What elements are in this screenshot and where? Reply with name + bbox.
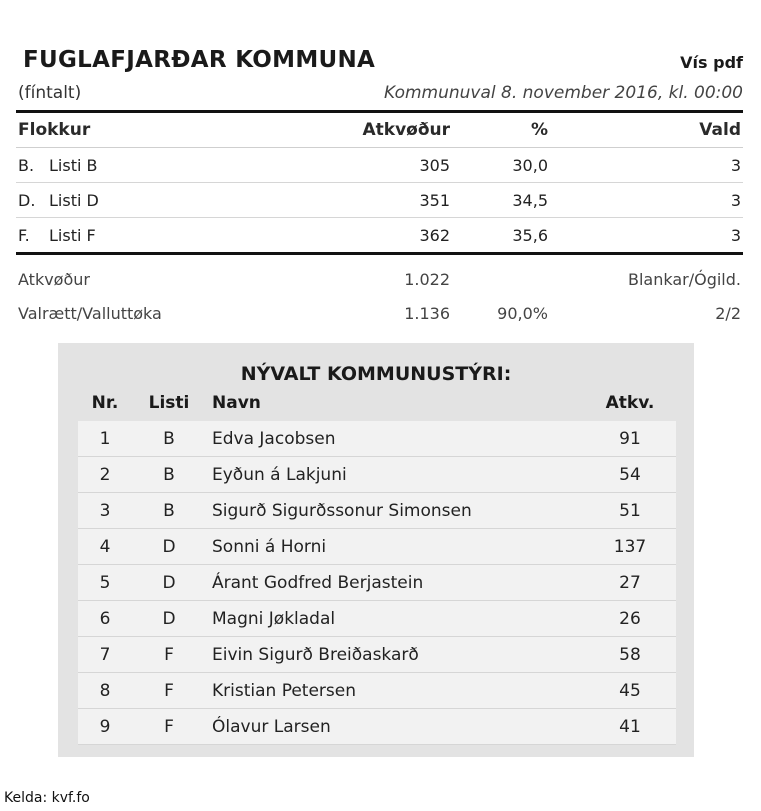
eligible-label: Valrætt/Valluttøka: [18, 303, 162, 323]
party-seats: 3: [550, 183, 743, 218]
col-votes: Atkvøður: [320, 112, 452, 148]
member-votes: 54: [584, 457, 676, 493]
member-list: F: [132, 709, 206, 745]
member-nr: 7: [78, 637, 132, 673]
member-nr: 8: [78, 673, 132, 709]
council-table: [78, 385, 676, 745]
party-letter: B.: [18, 155, 35, 175]
totals-table: [16, 262, 743, 330]
table-row: [78, 565, 676, 601]
member-nr: 9: [78, 709, 132, 745]
member-name: Sonni á Horni: [206, 529, 584, 565]
col-name: Navn: [206, 385, 584, 421]
member-nr: 5: [78, 565, 132, 601]
party-percent: 30,0: [452, 148, 550, 183]
member-name: Magni Jøkladal: [206, 601, 584, 637]
party-cell: [16, 218, 320, 254]
member-name: Sigurð Sigurðssonur Simonsen: [206, 493, 584, 529]
member-votes: 26: [584, 601, 676, 637]
table-row: [78, 709, 676, 745]
col-percent: %: [452, 112, 550, 148]
results-table: [16, 110, 743, 255]
pdf-link[interactable]: Vís pdf: [680, 53, 743, 72]
member-nr: 1: [78, 421, 132, 457]
page-title: FUGLAFJARÐAR KOMMUNA: [23, 47, 376, 73]
member-name: Edva Jacobsen: [206, 421, 584, 457]
council-header-row: [78, 385, 676, 421]
table-row: [78, 457, 676, 493]
table-row: [16, 183, 743, 218]
party-cell: [16, 148, 320, 183]
member-list: D: [132, 565, 206, 601]
party-cell: [16, 183, 320, 218]
member-votes: 91: [584, 421, 676, 457]
col-seats: Vald: [550, 112, 743, 148]
member-votes: 27: [584, 565, 676, 601]
table-row: [78, 421, 676, 457]
member-votes: 41: [584, 709, 676, 745]
council-title: NÝVALT KOMMUNUSTÝRI:: [240, 363, 512, 385]
member-nr: 4: [78, 529, 132, 565]
count-type: (fíntalt): [18, 83, 82, 103]
source-credit: Kelda: kvf.fo: [4, 790, 90, 806]
party-seats: 3: [550, 218, 743, 254]
party-votes: 305: [320, 148, 452, 183]
member-name: Kristian Petersen: [206, 673, 584, 709]
party-percent: 35,6: [452, 218, 550, 254]
total-votes-label: Atkvøður: [18, 269, 90, 289]
election-date: Kommunuval 8. november 2016, kl. 00:00: [384, 83, 743, 103]
council-panel: [58, 343, 694, 757]
member-list: D: [132, 601, 206, 637]
party-name: Listi B: [49, 155, 98, 175]
table-row: [78, 493, 676, 529]
blank-value: 2/2: [715, 303, 741, 323]
table-row: [16, 218, 743, 254]
party-votes: 351: [320, 183, 452, 218]
member-name: Ólavur Larsen: [206, 709, 584, 745]
eligible-value: 1.136: [404, 303, 450, 323]
member-name: Eivin Sigurð Breiðaskarð: [206, 637, 584, 673]
party-name: Listi F: [49, 225, 96, 245]
col-member-votes: Atkv.: [584, 385, 676, 421]
totals-row-eligible: [16, 296, 743, 330]
table-row: [78, 529, 676, 565]
empty-cell: [452, 262, 550, 296]
member-nr: 2: [78, 457, 132, 493]
party-letter: F.: [18, 225, 30, 245]
table-row: [78, 673, 676, 709]
member-list: F: [132, 673, 206, 709]
member-list: B: [132, 421, 206, 457]
total-votes-value: 1.022: [404, 269, 450, 289]
member-name: Eyðun á Lakjuni: [206, 457, 584, 493]
col-nr: Nr.: [78, 385, 132, 421]
party-seats: 3: [550, 148, 743, 183]
party-letter: D.: [18, 190, 36, 210]
party-name: Listi D: [49, 190, 99, 210]
member-nr: 3: [78, 493, 132, 529]
totals-row-votes: [16, 262, 743, 296]
member-name: Árant Godfred Berjastein: [206, 565, 584, 601]
turnout-value: 90,0%: [497, 303, 548, 323]
blank-label: Blankar/Ógild.: [627, 269, 741, 289]
party-percent: 34,5: [452, 183, 550, 218]
member-list: B: [132, 457, 206, 493]
member-votes: 45: [584, 673, 676, 709]
member-list: D: [132, 529, 206, 565]
member-nr: 6: [78, 601, 132, 637]
member-votes: 51: [584, 493, 676, 529]
table-row: [78, 637, 676, 673]
member-list: F: [132, 637, 206, 673]
member-votes: 58: [584, 637, 676, 673]
table-row: [78, 601, 676, 637]
col-list: Listi: [132, 385, 206, 421]
member-votes: 137: [584, 529, 676, 565]
table-row: [16, 148, 743, 183]
party-votes: 362: [320, 218, 452, 254]
results-header-row: [16, 112, 743, 148]
col-party: Flokkur: [16, 112, 320, 148]
member-list: B: [132, 493, 206, 529]
